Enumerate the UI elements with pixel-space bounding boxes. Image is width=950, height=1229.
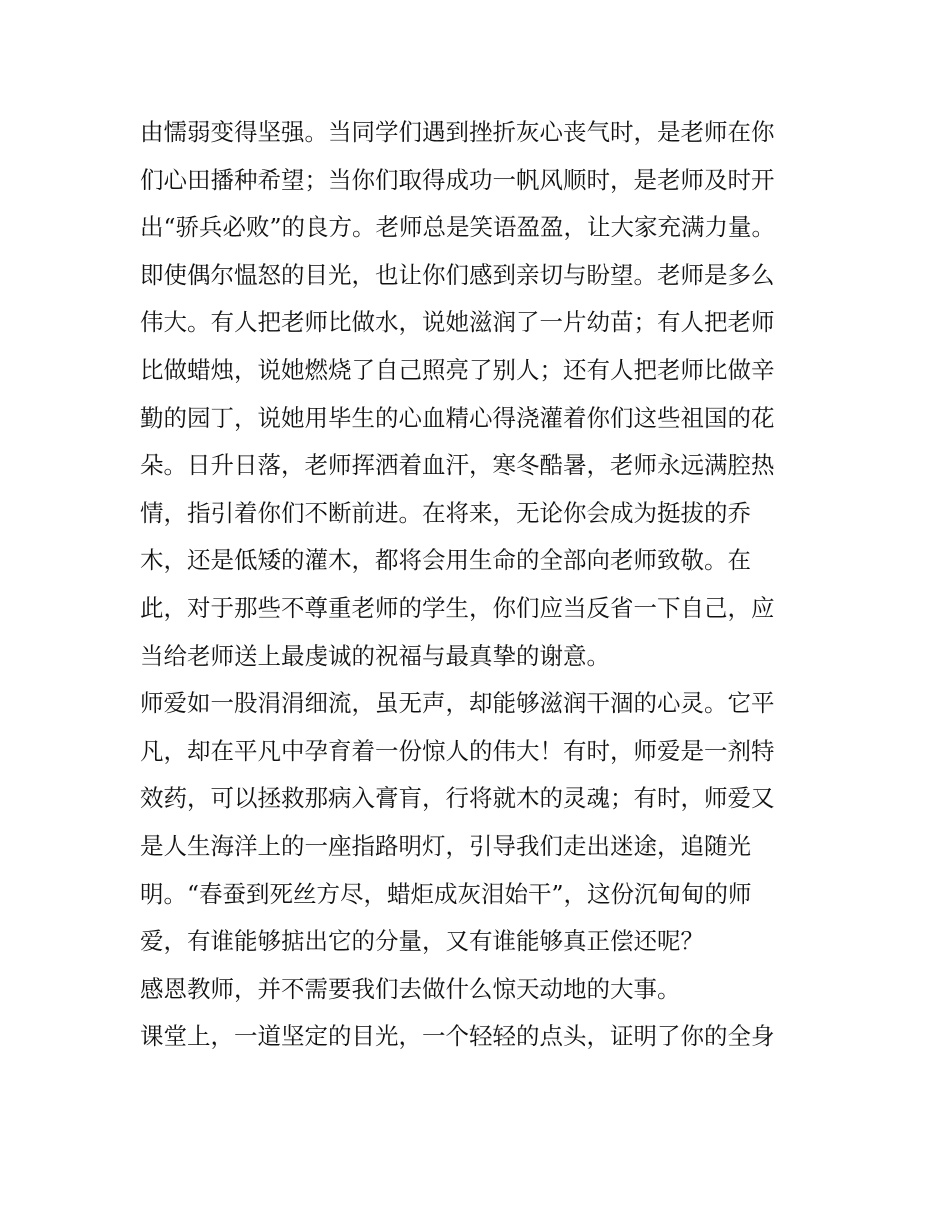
text-line: 朵。日升日落，老师挥洒着血汗，寒冬酷暑，老师永远满腔热: [140, 451, 775, 480]
text-line: 明。“春蚕到死丝方尽，蜡炬成灰泪始干”，这份沉甸甸的师: [140, 879, 752, 908]
body-text: [140, 109, 820, 1061]
text-line: 出“骄兵必败”的良方。老师总是笑语盈盈，让大家充满力量。: [140, 213, 776, 242]
text-line: 由懦弱变得坚强。当同学们遇到挫折灰心丧气时，是老师在你: [140, 118, 775, 146]
text-line: 勤的园丁，说她用毕生的心血精心得浇灌着你们这些祖国的花: [140, 403, 775, 432]
text-line: 木，还是低矮的灌木，都将会用生命的全部向老师致敬。在: [140, 546, 751, 575]
text-line: 感恩教师，并不需要我们去做什么惊天动地的大事。: [140, 974, 681, 1003]
text-line: 伟大。有人把老师比做水，说她滋润了一片幼苗；有人把老师: [140, 308, 775, 337]
text-line: 即使偶尔愠怒的目光，也让你们感到亲切与盼望。老师是多么: [140, 260, 775, 289]
text-line: 们心田播种希望；当你们取得成功一帆风顺时，是老师及时开: [140, 165, 775, 194]
text-line: 课堂上，一道坚定的目光，一个轻轻的点头，证明了你的全身: [140, 1022, 775, 1051]
text-line: 师爱如一股涓涓细流，虽无声，却能够滋润干涸的心灵。它平: [140, 689, 775, 718]
text-line: 是人生海洋上的一座指路明灯，引导我们走出迷途，追随光: [140, 831, 751, 860]
text-line: 情，指引着你们不断前进。在将来，无论你会成为挺拔的乔: [140, 498, 751, 527]
text-line: 此，对于那些不尊重老师的学生，你们应当反省一下自己，应: [140, 593, 775, 622]
text-line: 凡，却在平凡中孕育着一份惊人的伟大！有时，师爱是一剂特: [140, 736, 775, 765]
text-line: 比做蜡烛，说她燃烧了自己照亮了别人；还有人把老师比做辛: [140, 355, 775, 384]
text-line: 效药，可以拯救那病入膏肓，行将就木的灵魂；有时，师爱又: [140, 784, 775, 813]
text-line: 当给老师送上最虔诚的祝福与最真挚的谢意。: [140, 641, 610, 670]
text-line: 爱，有谁能够掂出它的分量，又有谁能够真正偿还呢？: [140, 927, 704, 956]
